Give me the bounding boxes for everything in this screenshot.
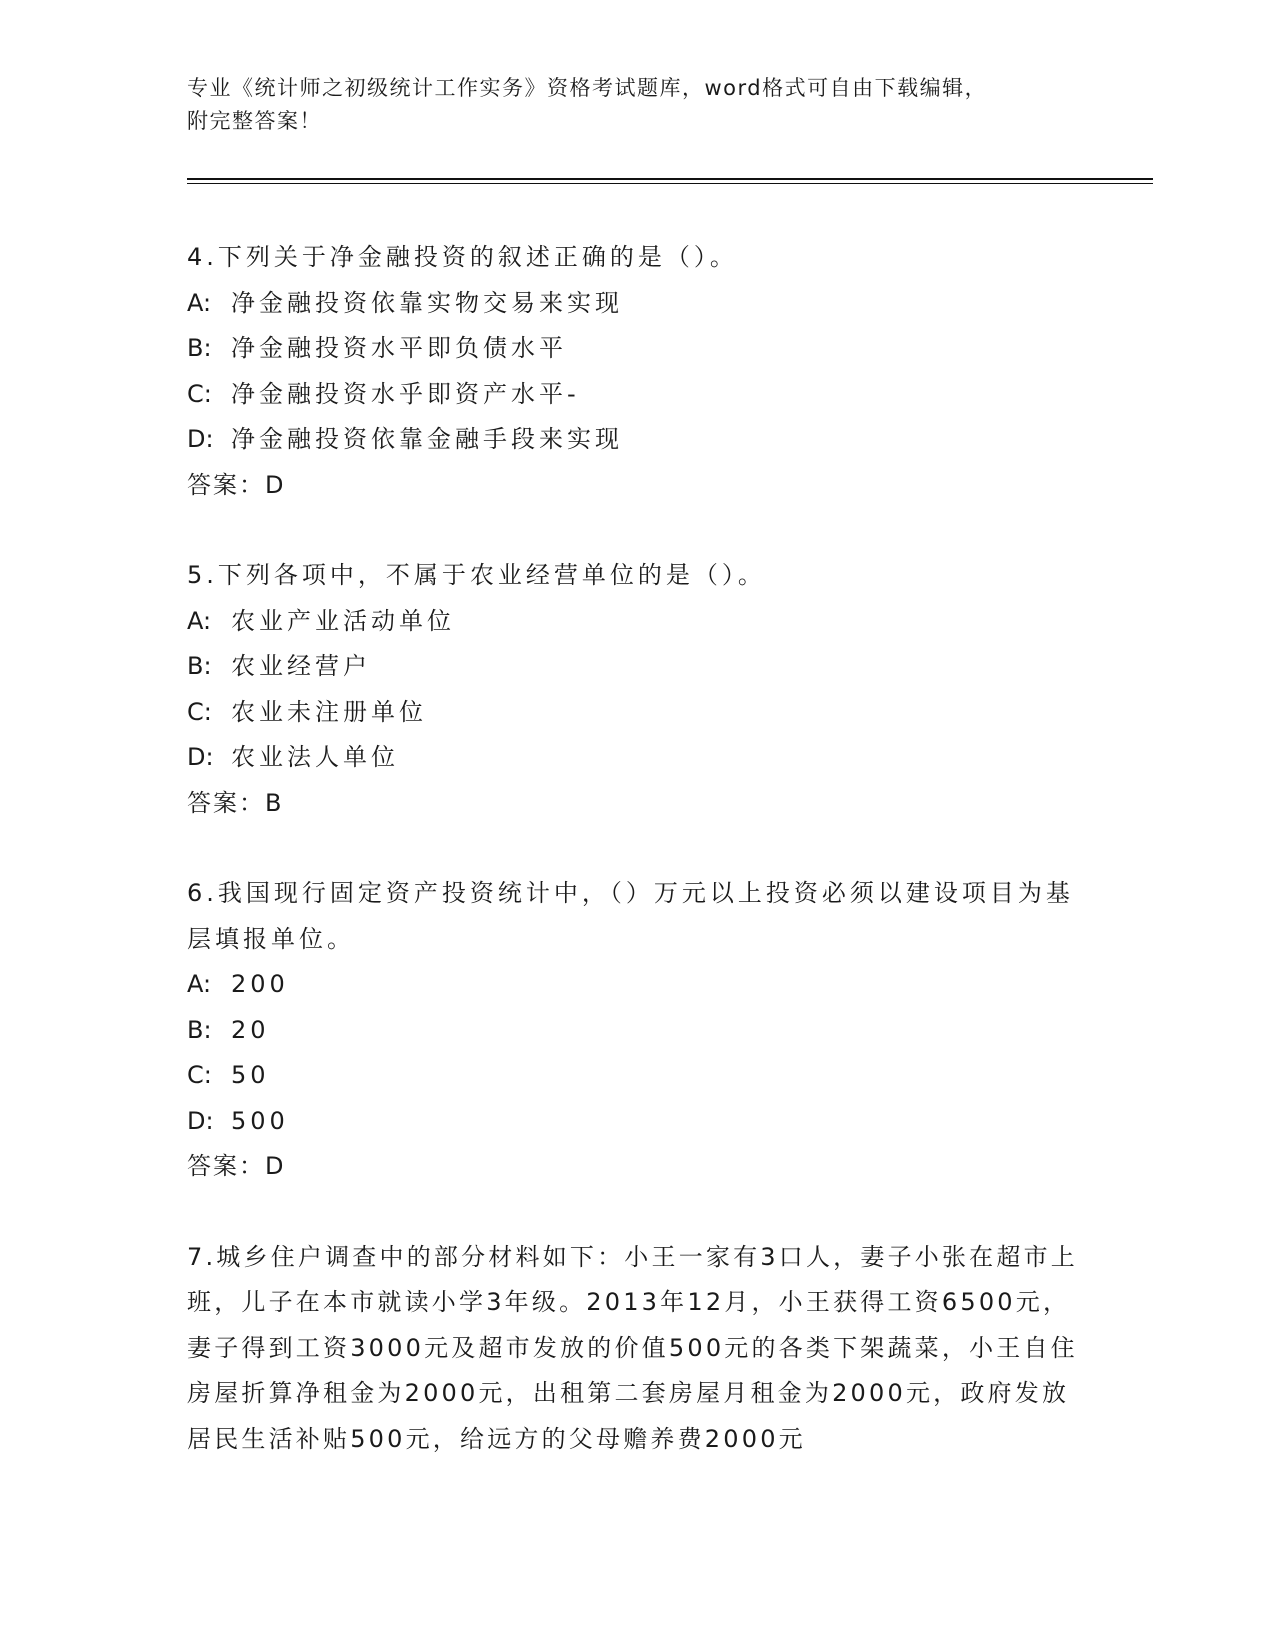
question-4 bbox=[187, 235, 1087, 508]
header-divider-thick bbox=[187, 178, 1153, 180]
option-d bbox=[187, 417, 1087, 463]
option-b bbox=[187, 1008, 1087, 1054]
option-text: 净金融投资依靠实物交易来实现 bbox=[231, 288, 623, 317]
question-text: 7.城乡住户调查中的部分材料如下：小王一家有3口人，妻子小张在超市上班，儿子在本市就读小学3年级。2013年12月，小王获得工资6500元，妻子得到工资3000元及超市发放的价值500元的各类下架蔬菜，小王自住房屋折算净租金为2000元，出租第二套房屋月租金为2000元，政府发放居民生活补贴500元，给远方的父母赡养费2000元 bbox=[187, 1242, 1078, 1453]
option-key: D: bbox=[187, 743, 214, 771]
option-text: 农业法人单位 bbox=[231, 743, 399, 771]
option-a bbox=[187, 599, 1087, 645]
option-c bbox=[187, 372, 1087, 418]
option-text: 50 bbox=[231, 1061, 270, 1089]
option-key: C: bbox=[187, 379, 212, 408]
header-divider-thin bbox=[187, 183, 1153, 184]
question-list bbox=[187, 235, 1087, 1507]
header-line-1: 专业《统计师之初级统计工作实务》资格考试题库，word格式可自由下载编辑， bbox=[187, 76, 988, 100]
option-d bbox=[187, 735, 1087, 781]
option-text: 200 bbox=[231, 970, 289, 998]
option-text: 净金融投资水平即负债水平 bbox=[231, 334, 567, 362]
option-key: A: bbox=[187, 288, 212, 317]
document-header bbox=[187, 72, 1087, 138]
option-key: A: bbox=[187, 970, 212, 998]
question-5 bbox=[187, 553, 1087, 826]
option-key: B: bbox=[187, 652, 212, 680]
answer-line: 答案：B bbox=[187, 788, 284, 817]
option-text: 净金融投资依靠金融手段来实现 bbox=[231, 425, 623, 453]
question-6 bbox=[187, 871, 1087, 1190]
option-key: B: bbox=[187, 1015, 212, 1044]
option-c bbox=[187, 690, 1087, 736]
header-line-2: 附完整答案！ bbox=[187, 109, 322, 133]
option-key: A: bbox=[187, 606, 212, 635]
question-text: 5.下列各项中，不属于农业经营单位的是（）。 bbox=[187, 561, 766, 589]
option-text: 农业未注册单位 bbox=[231, 697, 427, 726]
option-c bbox=[187, 1053, 1087, 1099]
option-text: 500 bbox=[231, 1106, 289, 1135]
question-text: 4.下列关于净金融投资的叙述正确的是（）。 bbox=[187, 243, 738, 271]
option-a bbox=[187, 281, 1087, 327]
option-key: B: bbox=[187, 334, 212, 362]
option-text: 农业产业活动单位 bbox=[231, 606, 455, 635]
option-text: 净金融投资水乎即资产水平- bbox=[231, 379, 580, 408]
option-a bbox=[187, 962, 1087, 1008]
answer-line: 答案：D bbox=[187, 470, 286, 499]
question-7 bbox=[187, 1235, 1087, 1463]
option-b bbox=[187, 644, 1087, 690]
option-b bbox=[187, 326, 1087, 372]
option-key: C: bbox=[187, 697, 212, 726]
option-key: D: bbox=[187, 1106, 214, 1135]
question-text: 6.我国现行固定资产投资统计中，（）万元以上投资必须以建设项目为基层填报单位。 bbox=[187, 879, 1074, 953]
option-text: 20 bbox=[231, 1015, 270, 1044]
option-key: C: bbox=[187, 1061, 212, 1089]
option-d bbox=[187, 1099, 1087, 1145]
answer-line: 答案：D bbox=[187, 1152, 286, 1180]
option-text: 农业经营户 bbox=[231, 652, 371, 680]
option-key: D: bbox=[187, 425, 214, 453]
